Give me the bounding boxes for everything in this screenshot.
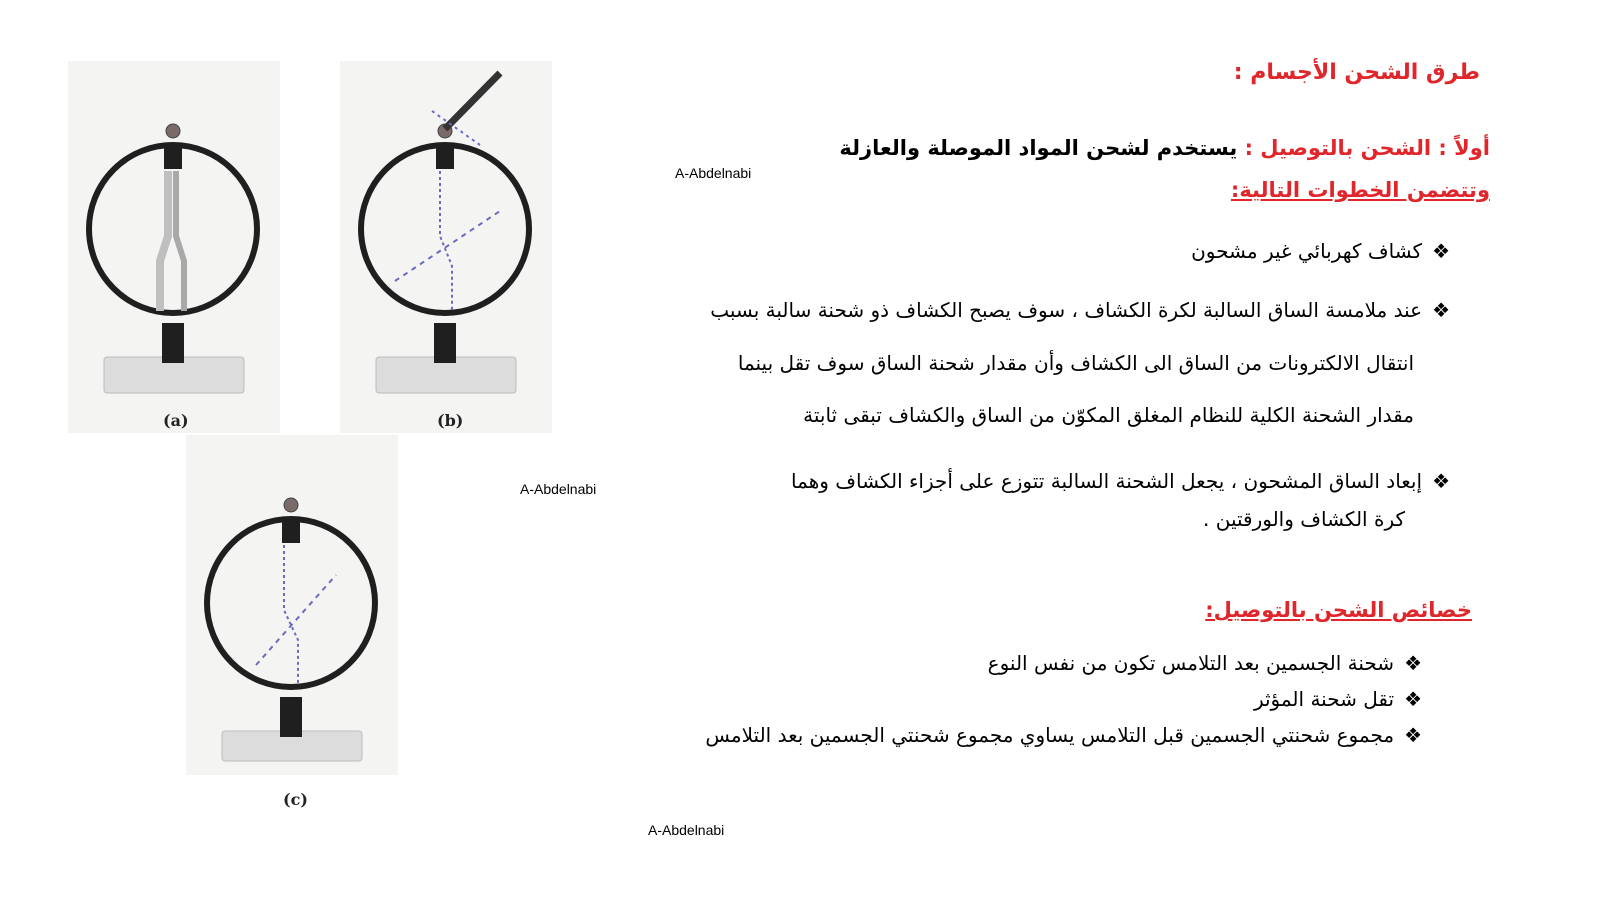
step-3 (791, 468, 1450, 494)
figure-a-uncharged-electroscope (68, 61, 280, 433)
caption-b: (b) (437, 411, 464, 430)
watermark-top: A-Abdelnabi (675, 165, 752, 181)
property-2 (1254, 686, 1422, 712)
page-title: طرق الشحن الأجسام : (1233, 60, 1480, 85)
bullet-icon: ❖ (1432, 298, 1450, 322)
bullet-icon: ❖ (1404, 651, 1422, 675)
step-1 (1191, 238, 1450, 264)
bullet-icon: ❖ (1432, 239, 1450, 263)
property-3 (705, 722, 1422, 748)
electroscope-c-illustration (186, 435, 398, 775)
property-2-text: تقل شحنة المؤثر (1253, 687, 1395, 711)
electroscope-a-illustration (68, 61, 280, 433)
step-1-text: كشاف كهربائي غير مشحون (1191, 239, 1423, 263)
steps-heading: وتتضمن الخطوات التالية: (1230, 178, 1490, 202)
watermark-middle: A-Abdelnabi (520, 481, 597, 497)
caption-a: (a) (163, 411, 189, 430)
electroscope-b-illustration (340, 61, 552, 433)
caption-c: (c) (283, 790, 308, 809)
property-1-text: شحنة الجسمين بعد التلامس تكون من نفس النوع (987, 651, 1395, 675)
section-conduction-desc: يستخدم لشحن المواد الموصلة والعازلة (839, 136, 1238, 160)
property-3-text: مجموع شحنتي الجسمين قبل التلامس يساوي مجموع شحنتي الجسمين بعد التلامس (705, 723, 1395, 747)
watermark-bottom: A-Abdelnabi (648, 822, 725, 838)
properties-heading: خصائص الشحن بالتوصيل: (1205, 598, 1472, 622)
section-conduction-lead: أولاً : الشحن بالتوصيل : (1244, 136, 1490, 160)
step-2-line-3: مقدار الشحنة الكلية للنظام المغلق المكوّن من الساق والكشاف تبقى ثابتة (803, 403, 1414, 427)
bullet-icon: ❖ (1404, 723, 1422, 747)
bullet-icon: ❖ (1404, 687, 1422, 711)
figure-b-charging-by-contact (340, 61, 552, 433)
step-2 (710, 297, 1450, 323)
property-1 (988, 650, 1422, 676)
step-3-line-2: كرة الكشاف والورقتين . (1203, 507, 1405, 531)
step-2-text-line-1: عند ملامسة الساق السالبة لكرة الكشاف ، سوف يصبح الكشاف ذو شحنة سالبة بسبب (710, 298, 1423, 322)
step-2-line-2: انتقال الالكترونات من الساق الى الكشاف وأن مقدار شحنة الساق سوف تقل بينما (737, 351, 1414, 375)
bullet-icon: ❖ (1432, 469, 1450, 493)
section-conduction-heading (839, 136, 1490, 160)
step-3-text-line-1: إبعاد الساق المشحون ، يجعل الشحنة السالبة تتوزع على أجزاء الكشاف وهما (791, 469, 1423, 493)
figure-c-charge-distributed (186, 435, 398, 775)
